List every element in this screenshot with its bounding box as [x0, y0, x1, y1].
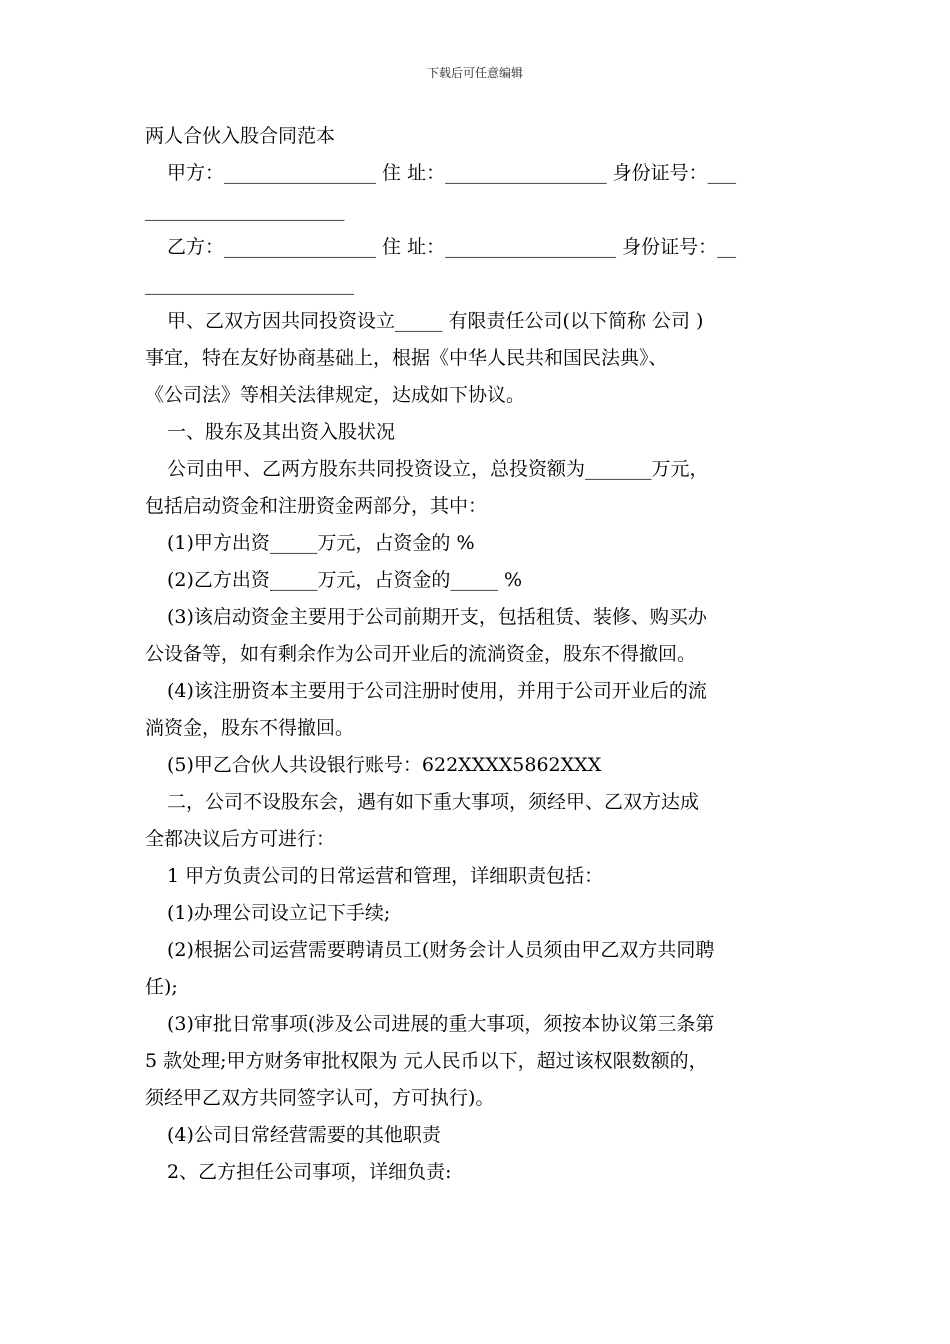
document-line: (4)该注册资本主要用于公司注册时使用，并用于公司开业后的流	[167, 680, 707, 702]
document-line: 1 甲方负责公司的日常运营和管理，详细职责包括：	[167, 865, 604, 887]
document-line: (5)甲乙合伙人共设银行账号：622XXXX5862XXX	[167, 754, 602, 776]
document-line: 公司由甲、乙两方股东共同投资设立，总投资额为_______万元，	[167, 458, 709, 480]
document-title: 两人合伙入股合同范本	[145, 125, 336, 147]
document-line: 5 款处理;甲方财务审批权限为 元人民币以下，超过该权限数额的，	[145, 1050, 708, 1072]
document-line: _____________________	[145, 199, 345, 221]
document-line: 一、股东及其出资入股状况	[167, 421, 396, 443]
document-line: 任);	[145, 976, 178, 998]
page-header: 下载后可任意编辑	[426, 66, 523, 80]
document-line: 甲方：________________ 住 址：_________________ 身份证号：___	[167, 162, 737, 184]
document-line: 甲、乙双方因共同投资设立_____ 有限责任公司(以下简称 公司 )	[167, 310, 704, 332]
document-line: 乙方：________________ 住 址：__________________ 身份证号：__	[167, 236, 737, 258]
document-line: (1)甲方出资_____万元，占资金的 %	[167, 532, 475, 554]
document-body	[145, 118, 807, 1191]
document-line: (3)该启动资金主要用于公司前期开支，包括租赁、装修、购买办	[167, 606, 707, 628]
document-line: (4)公司日常经营需要的其他职责	[167, 1124, 441, 1146]
document-line: (1)办理公司设立记下手续;	[167, 902, 391, 924]
document-line: 二，公司不设股东会，遇有如下重大事项，须经甲、乙双方达成	[167, 791, 700, 813]
document-line: 须经甲乙双方共同签字认可，方可执行)。	[145, 1087, 495, 1109]
document-line: 《公司法》等相关法律规定，达成如下协议。	[145, 384, 526, 406]
document-line: 淌资金，股东不得撤回。	[145, 717, 355, 739]
document-line: ______________________	[145, 273, 354, 295]
document-line: 全都决议后方可进行：	[145, 828, 336, 850]
document-line: 事宜，特在友好协商基础上，根据《中华人民共和国民法典》、	[145, 347, 668, 369]
document-line: 2、乙方担任公司事项，详细负责:	[167, 1161, 452, 1183]
document-line: (2)根据公司运营需要聘请员工(财务会计人员须由甲乙双方共同聘	[167, 939, 715, 961]
document-line: 包括启动资金和注册资金两部分，其中：	[145, 495, 488, 517]
document-line: 公设备等，如有剩余作为公司开业后的流淌资金，股东不得撤回。	[145, 643, 697, 665]
document-line: (2)乙方出资_____万元，占资金的_____ %	[167, 569, 523, 591]
document-line: (3)审批日常事项(涉及公司进展的重大事项，须按本协议第三条第	[167, 1013, 715, 1035]
